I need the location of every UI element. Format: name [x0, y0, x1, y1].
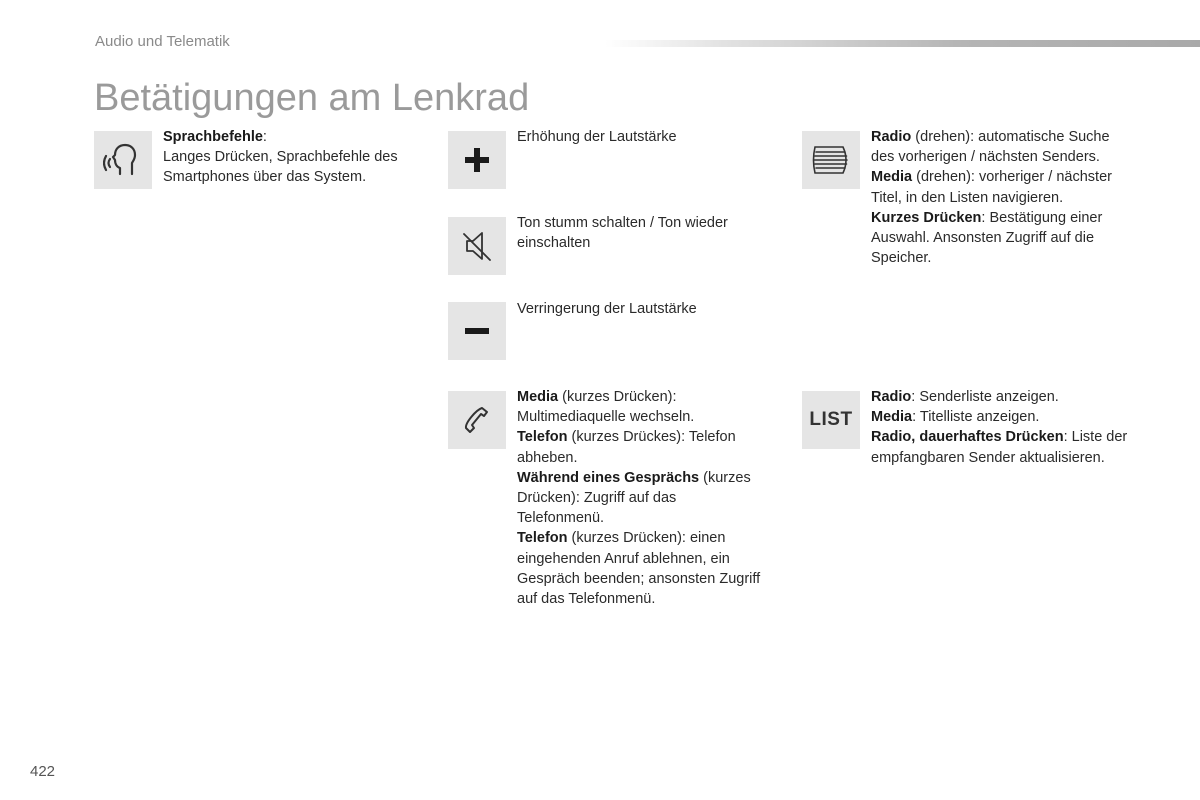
mute-icon — [460, 226, 494, 266]
thumbwheel-button — [802, 131, 860, 189]
voice-command-label-suffix: : — [262, 129, 267, 145]
list-description — [871, 387, 1131, 468]
list-p3-label: Radio, dauerhaftes Drücken — [871, 429, 1064, 446]
mute-description: Ton stumm schalten / Ton wieder einschalten — [517, 215, 728, 252]
voice-command-description — [163, 127, 425, 188]
phone-p2-label: Telefon — [517, 429, 568, 446]
phone-p4-text: (kurzes Drücken): einen eingehenden Anruf ablehnen, ein Gespräch beenden; ansonsten Zugriff auf das Telefonmenü. — [517, 530, 761, 608]
thumbwheel-description — [871, 127, 1136, 268]
list-icon-text: LIST — [809, 409, 853, 430]
voice-command-button — [94, 131, 152, 189]
phone-p3-label: Während eines Gesprächs — [517, 469, 700, 486]
wheel-p2-text: (drehen): vorheriger / nächster Titel, in den Listen navigieren. — [871, 169, 1112, 206]
list-button — [802, 391, 860, 449]
phone-p1-text: (kurzes Drücken): Multimediaquelle wechseln. — [517, 389, 695, 426]
wheel-p3-label: Kurzes Drücken — [871, 209, 982, 226]
phone-p4-label: Telefon — [517, 530, 568, 547]
header-divider-bar — [605, 40, 1200, 47]
minus-icon — [462, 316, 492, 346]
phone-p2-text: (kurzes Drückes): Telefon abheben. — [517, 429, 736, 466]
thumbwheel-icon — [811, 143, 851, 177]
phone-icon — [460, 403, 494, 437]
list-p3-text: : Liste der empfangbaren Sender aktualisieren. — [871, 429, 1128, 466]
list-p2-text: : Titelliste anzeigen. — [912, 409, 1040, 426]
phone-button — [448, 391, 506, 449]
plus-icon — [462, 145, 492, 175]
mute-button — [448, 217, 506, 275]
list-p2-label: Media — [871, 409, 913, 426]
phone-description — [517, 387, 762, 609]
voice-command-icon — [103, 140, 143, 180]
voice-command-label: Sprachbefehle — [163, 129, 263, 145]
phone-p1-label: Media — [517, 389, 559, 405]
wheel-p1-label: Radio — [871, 129, 912, 145]
voice-command-text: Langes Drücken, Sprachbefehle des Smartphones über das System. — [163, 149, 398, 186]
volume-down-description: Verringerung der Lautstärke — [517, 301, 697, 317]
page-title: Betätigungen am Lenkrad — [94, 77, 530, 119]
volume-up-description: Erhöhung der Lautstärke — [517, 129, 677, 145]
phone-p3-text: (kurzes Drücken): Zugriff auf das Telefonmenü. — [517, 469, 751, 527]
volume-down-button — [448, 302, 506, 360]
header-section-label: Audio und Telematik — [95, 33, 230, 50]
wheel-p1-text: (drehen): automatische Suche des vorherigen / nächsten Senders. — [871, 129, 1110, 166]
list-p1-label: Radio — [871, 389, 912, 405]
list-p1-text: : Senderliste anzeigen. — [911, 389, 1059, 405]
page-number: 422 — [30, 763, 56, 780]
volume-up-button — [448, 131, 506, 189]
wheel-p2-label: Media — [871, 169, 913, 186]
wheel-p3-text: : Bestätigung einer Auswahl. Ansonsten Zugriff auf die Speicher. — [871, 209, 1103, 267]
